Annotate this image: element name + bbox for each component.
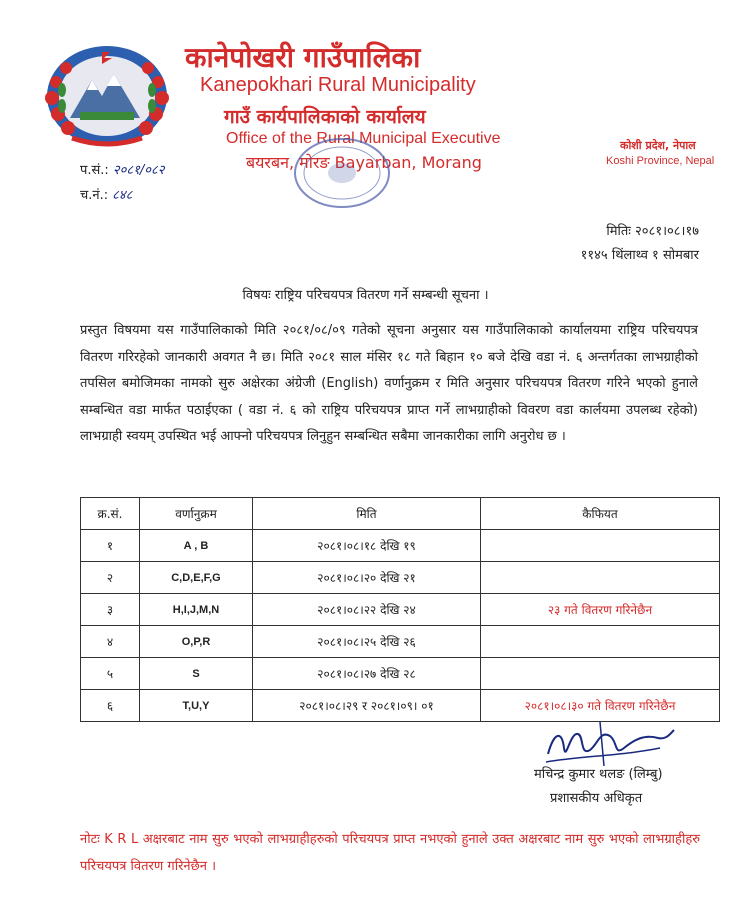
table-row [81,594,720,626]
row-alphabet: T,U,Y [140,690,253,722]
reference-number [80,160,165,178]
table-header-row [81,498,720,530]
row-alphabet: H,I,J,M,N [140,594,253,626]
row-serial: ४ [81,626,140,658]
row-date: २०८१।०८।२० देखि २१ [253,562,481,594]
office-stamp [292,135,392,210]
row-remark: २३ गते वितरण गरिनेछैन [481,594,720,626]
municipality-emblem [40,38,174,150]
row-serial: १ [81,530,140,562]
municipality-name-english: Kanepokhari Rural Municipality [200,74,476,96]
municipality-name-nepali: कानेपोखरी गाउँपालिका [185,41,421,74]
table-row [81,626,720,658]
row-serial: ३ [81,594,140,626]
row-remark: २०८१।०८।३० गते वितरण गरिनेछैन [481,690,720,722]
province-english: Koshi Province, Nepal [606,155,715,167]
office-name-nepali: गाउँ कार्यपालिकाको कार्यालय [224,106,426,128]
row-alphabet: S [140,658,253,690]
row-date: २०८१।०८।२७ देखि २८ [253,658,481,690]
ref-value: २०८१/०८२ [112,163,165,178]
distribution-schedule-table [80,497,720,722]
row-remark [481,530,720,562]
table-row [81,562,720,594]
date-line: मितिः २०८१।०८।१७ [606,224,699,239]
row-date: २०८१।०८।१८ देखि १९ [253,530,481,562]
row-alphabet: O,P,R [140,626,253,658]
notice-body: प्रस्तुत विषयमा यस गाउँपालिकाको मिति २०८१/०८/०९ गतेको सूचना अनुसार यस गाउँपालिकाको कार्यालयमा राष्ट्रिय परिचयपत्र वितरण गरिरहेको जानकारी अवगत नै छ। मिति २०८१ साल मंसिर १८ गते बिहान १० बजे देखि वडा नं. ६ अन्तर्गतका लाभग्राहीको तपसिल बमोजिमका नामको सुरु अक्षेरका अंग्रेजी (English) वर्णानुक्रम र मिति अनुसार परिचयपत्र वितरण गरिने भएको हुनाले सम्बन्धित वडा मार्फत पठाईएका ( वडा नं. ६ को राष्ट्रिय परिचयपत्र प्राप्त गर्ने लाभग्राहीको विवरण वडा कार्लयमा उपलब्ध रहेको) लाभग्राही स्वयम् उपस्थित भई आफ्नो परिचयपत्र लिनुहुन सम्बन्धित सबैमा जानकारीका लागि अनुरोध छ । [80,323,698,444]
signature-mark [540,712,680,772]
dispatch-label: च.नं.: [80,188,109,203]
notice-subject: विषयः राष्ट्रिय परिचयपत्र वितरण गर्ने सम्बन्धी सूचना । [242,288,489,303]
nepal-sambat-date: ११४५ थिंलाथ्व १ सोमबार [580,248,699,263]
header-alphabet: वर्णानुक्रम [140,498,253,530]
row-serial: ५ [81,658,140,690]
office-name-english: Office of the Rural Municipal Executive [226,130,501,147]
row-remark [481,562,720,594]
dispatch-number [80,185,132,203]
header-remarks: कैफियत [481,498,720,530]
table-row [81,530,720,562]
province-nepali: कोशी प्रदेश, नेपाल [620,139,696,152]
notice-footnote: नोटः K R L अक्षरबाट नाम सुरु भएको लाभग्राहीहरुको परिचयपत्र प्राप्त नभएको हुनाले उक्त अक्षरबाट नाम सुरु भएको लाभग्राहीहरु परिचयपत्र वितरण गरिनेछैन । [80,832,700,874]
row-serial: ६ [81,690,140,722]
row-remark [481,626,720,658]
row-date: २०८१।०८।२२ देखि २४ [253,594,481,626]
table-row [81,658,720,690]
row-alphabet: A , B [140,530,253,562]
dispatch-value: ८४८ [112,188,133,203]
signer-name: मचिन्द्र कुमार थलङ (लिम्बु) [534,767,663,782]
ref-label: प.सं.: [80,163,109,178]
row-date: २०८१।०८।२९ र २०८१।०९। ०१ [253,690,481,722]
header-serial: क्र.सं. [81,498,140,530]
row-remark [481,658,720,690]
header-date: मिति [253,498,481,530]
office-address: बयरबन, मोरङ Bayarban, Morang [246,153,482,172]
signer-designation: प्रशासकीय अधिकृत [550,791,643,806]
row-alphabet: C,D,E,F,G [140,562,253,594]
row-serial: २ [81,562,140,594]
row-date: २०८१।०८।२५ देखि २६ [253,626,481,658]
